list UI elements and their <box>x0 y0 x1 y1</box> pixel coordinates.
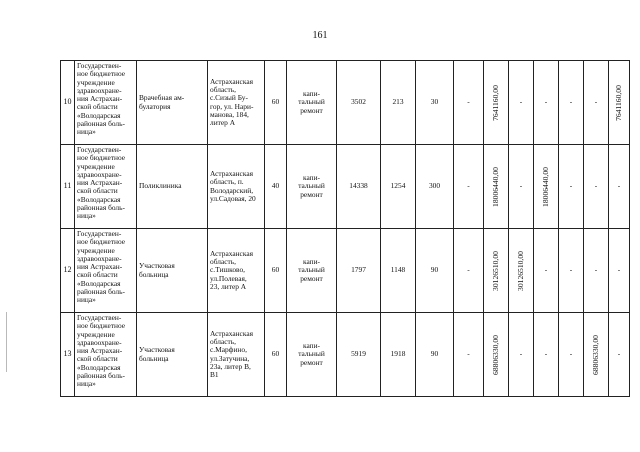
dash-cell <box>454 61 484 145</box>
empty-amount-cell <box>559 145 584 229</box>
value-cell-text: 1918 <box>390 349 406 359</box>
amount-cell <box>609 61 630 145</box>
organization-cell-text: Государствен- ное бюджетное учреждение здравоохране- ния Астрахан- ской области «Володарская районная боль- ница» <box>77 61 126 137</box>
capacity-cell-text: 60 <box>271 265 280 275</box>
amount-cell-text: 68806330,00 <box>490 334 500 375</box>
empty-amount-cell-text: - <box>594 265 598 275</box>
empty-amount-cell <box>584 145 609 229</box>
address-cell <box>208 313 265 397</box>
empty-amount-cell-text: - <box>594 97 598 107</box>
value-cell-text: 1148 <box>390 265 406 275</box>
amount-cell-text: 30126510,00 <box>490 250 500 291</box>
amount-cell <box>484 229 509 313</box>
work-type-cell-text: капи- тальный ремонт <box>298 89 325 115</box>
count-cell-text: 30 <box>430 97 439 107</box>
amount-cell-text: 68806330,00 <box>590 334 600 375</box>
empty-amount-cell <box>559 61 584 145</box>
area-cell <box>337 145 381 229</box>
value-cell-text: 213 <box>392 97 404 107</box>
empty-amount-cell-text: - <box>519 181 523 191</box>
empty-amount-cell <box>534 229 559 313</box>
object-cell <box>137 313 208 397</box>
empty-amount-cell <box>509 61 534 145</box>
count-cell <box>416 229 454 313</box>
dash-cell-text: - <box>467 349 470 359</box>
empty-amount-cell-text: - <box>544 265 548 275</box>
capacity-cell <box>265 61 287 145</box>
value-cell-text: 1254 <box>390 181 406 191</box>
row-number-text: 13 <box>63 349 72 359</box>
amount-cell-text: 7641160,00 <box>490 84 500 121</box>
empty-amount-cell <box>559 229 584 313</box>
object-cell-text: Поликлиника <box>139 181 182 191</box>
address-cell-text: Астраханская область, с.Марфино, ул.Затучина, 23а, литер В, В1 <box>210 328 254 380</box>
row-number <box>61 313 75 397</box>
area-cell-text: 3502 <box>351 97 366 107</box>
address-cell <box>208 145 265 229</box>
area-cell <box>337 313 381 397</box>
dash-cell-text: - <box>467 97 470 107</box>
organization-cell <box>75 313 137 397</box>
table-row <box>61 61 630 145</box>
amount-cell-text: 18006440,00 <box>490 166 500 207</box>
organization-cell <box>75 229 137 313</box>
address-cell-text: Астраханская область, с.Сизый Бу- гор, ул. Нари- манова, 184, литер А <box>210 76 254 128</box>
table-body <box>61 61 630 397</box>
empty-amount-cell-text: - <box>569 181 573 191</box>
address-cell-text: Астраханская область, с.Тишково, ул.Полевая, 23, литер А <box>210 248 254 291</box>
amount-cell <box>484 313 509 397</box>
count-cell-text: 90 <box>430 349 439 359</box>
value-cell <box>381 313 416 397</box>
capacity-cell-text: 60 <box>271 97 280 107</box>
row-number-text: 12 <box>63 265 72 275</box>
area-cell-text: 14338 <box>349 181 368 191</box>
empty-amount-cell-text: - <box>569 349 573 359</box>
empty-amount-cell <box>534 61 559 145</box>
organization-cell-text: Государствен- ное бюджетное учреждение здравоохране- ния Астрахан- ской области «Володарская районная боль- ница» <box>77 313 126 389</box>
empty-amount-cell-text: - <box>544 97 548 107</box>
empty-amount-cell <box>509 313 534 397</box>
dash-cell <box>454 313 484 397</box>
object-cell <box>137 145 208 229</box>
organization-cell <box>75 145 137 229</box>
table-row <box>61 145 630 229</box>
empty-amount-cell <box>559 313 584 397</box>
row-number-text: 11 <box>63 181 72 191</box>
capacity-cell <box>265 313 287 397</box>
scan-edge-mark <box>6 312 7 372</box>
object-cell <box>137 229 208 313</box>
organization-cell-text: Государствен- ное бюджетное учреждение здравоохране- ния Астрахан- ской области «Володарская районная боль- ница» <box>77 229 126 305</box>
organization-cell <box>75 61 137 145</box>
address-cell-text: Астраханская область, п. Володарский, ул.Садовая, 20 <box>210 168 256 203</box>
object-cell-text: Участковая больница <box>139 345 175 363</box>
empty-amount-cell <box>584 229 609 313</box>
amount-cell <box>584 313 609 397</box>
amount-cell-text: 30126510,00 <box>515 250 525 291</box>
empty-amount-cell <box>609 145 630 229</box>
area-cell <box>337 61 381 145</box>
dash-cell-text: - <box>467 265 470 275</box>
dash-cell <box>454 145 484 229</box>
organization-cell-text: Государствен- ное бюджетное учреждение здравоохране- ния Астрахан- ской области «Володарская районная боль- ница» <box>77 145 126 221</box>
work-type-cell <box>287 145 337 229</box>
page-number: 161 <box>312 30 328 41</box>
work-type-cell <box>287 229 337 313</box>
capacity-cell-text: 40 <box>271 181 280 191</box>
dash-cell-text: - <box>467 181 470 191</box>
empty-amount-cell-text: - <box>617 349 621 359</box>
area-cell <box>337 229 381 313</box>
work-type-cell-text: капи- тальный ремонт <box>298 173 325 199</box>
row-number <box>61 145 75 229</box>
amount-cell <box>509 229 534 313</box>
empty-amount-cell-text: - <box>519 97 523 107</box>
facility-table <box>60 60 630 397</box>
object-cell <box>137 61 208 145</box>
amount-cell <box>484 61 509 145</box>
area-cell-text: 1797 <box>351 265 366 275</box>
value-cell <box>381 61 416 145</box>
empty-amount-cell <box>584 61 609 145</box>
count-cell <box>416 61 454 145</box>
value-cell <box>381 145 416 229</box>
empty-amount-cell-text: - <box>617 181 621 191</box>
address-cell <box>208 61 265 145</box>
amount-cell-text: 18006440,00 <box>540 166 550 207</box>
count-cell-text: 300 <box>428 181 441 191</box>
address-cell <box>208 229 265 313</box>
empty-amount-cell <box>509 145 534 229</box>
empty-amount-cell-text: - <box>617 265 621 275</box>
area-cell-text: 5919 <box>351 349 366 359</box>
empty-amount-cell-text: - <box>519 349 523 359</box>
object-cell-text: Участковая больница <box>139 261 175 279</box>
table-row <box>61 229 630 313</box>
empty-amount-cell <box>609 313 630 397</box>
count-cell <box>416 313 454 397</box>
amount-cell <box>534 145 559 229</box>
work-type-cell <box>287 313 337 397</box>
work-type-cell-text: капи- тальный ремонт <box>298 341 325 367</box>
row-number-text: 10 <box>63 97 72 107</box>
capacity-cell <box>265 229 287 313</box>
work-type-cell-text: капи- тальный ремонт <box>298 257 325 283</box>
amount-cell <box>484 145 509 229</box>
work-type-cell <box>287 61 337 145</box>
row-number <box>61 61 75 145</box>
amount-cell-text: 7641160,00 <box>613 84 623 121</box>
dash-cell <box>454 229 484 313</box>
capacity-cell-text: 60 <box>271 349 280 359</box>
empty-amount-cell <box>609 229 630 313</box>
empty-amount-cell-text: - <box>544 349 548 359</box>
row-number <box>61 229 75 313</box>
value-cell <box>381 229 416 313</box>
empty-amount-cell-text: - <box>569 97 573 107</box>
empty-amount-cell-text: - <box>594 181 598 191</box>
empty-amount-cell-text: - <box>569 265 573 275</box>
table-row <box>61 313 630 397</box>
capacity-cell <box>265 145 287 229</box>
count-cell-text: 90 <box>430 265 439 275</box>
empty-amount-cell <box>534 313 559 397</box>
count-cell <box>416 145 454 229</box>
object-cell-text: Врачебная ам- булатория <box>139 93 185 111</box>
